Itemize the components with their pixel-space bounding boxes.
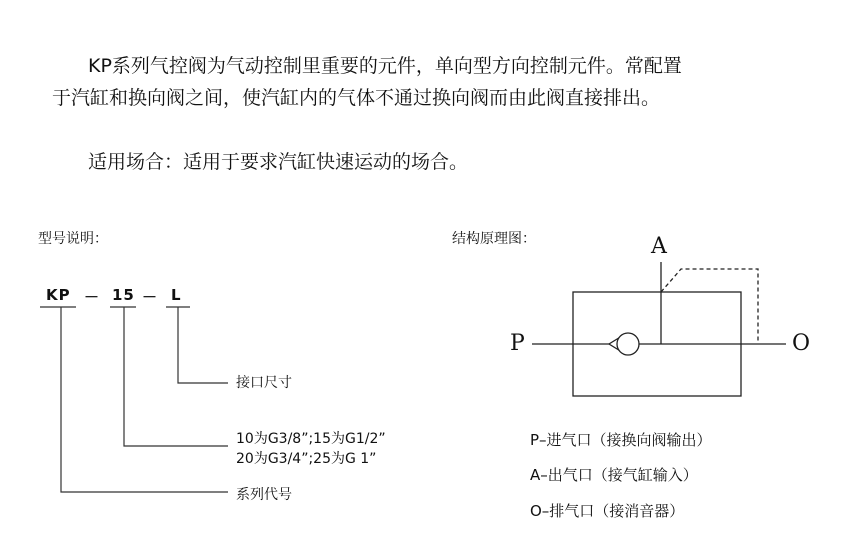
desc-size-line-1: 10为G3/8”;15为G1/2”: [236, 431, 386, 447]
desc-port-size: 接口尺寸: [236, 375, 292, 391]
desc-size-line-2: 20为G3/4”;25为G 1”: [236, 451, 377, 467]
legend-port-o: O–排气口（接消音器）: [530, 502, 685, 520]
port-p-label: P: [510, 331, 525, 356]
schematic-heading: 结构原理图：: [452, 231, 536, 247]
pilot-dashed-line: [661, 269, 758, 344]
check-valve-ball: [617, 333, 639, 355]
model-heading: 型号说明：: [38, 231, 108, 247]
legend-port-a: A–出气口（接气缸输入）: [530, 466, 698, 484]
intro-line-1: KP系列气控阀为气动控制里重要的元件，单向型方向控制元件。常配置: [88, 55, 682, 77]
port-o-label: O: [792, 331, 811, 356]
application-text: 适用场合：适用于要求汽缸快速运动的场合。: [88, 151, 469, 173]
legend-port-p: P–进气口（接换向阀输出）: [530, 431, 712, 449]
intro-line-2: 于汽缸和换向阀之间，使汽缸内的气体不通过换向阀而由此阀直接排出。: [52, 87, 661, 109]
model-code-dash-2: －: [142, 288, 159, 306]
port-a-label: A: [651, 234, 667, 259]
model-code-dash-1: －: [84, 288, 101, 306]
model-code-l: L: [171, 286, 182, 304]
model-code-size: 15: [112, 286, 135, 304]
model-code-kp: KP: [46, 286, 71, 304]
desc-series-code: 系列代号: [236, 487, 292, 503]
